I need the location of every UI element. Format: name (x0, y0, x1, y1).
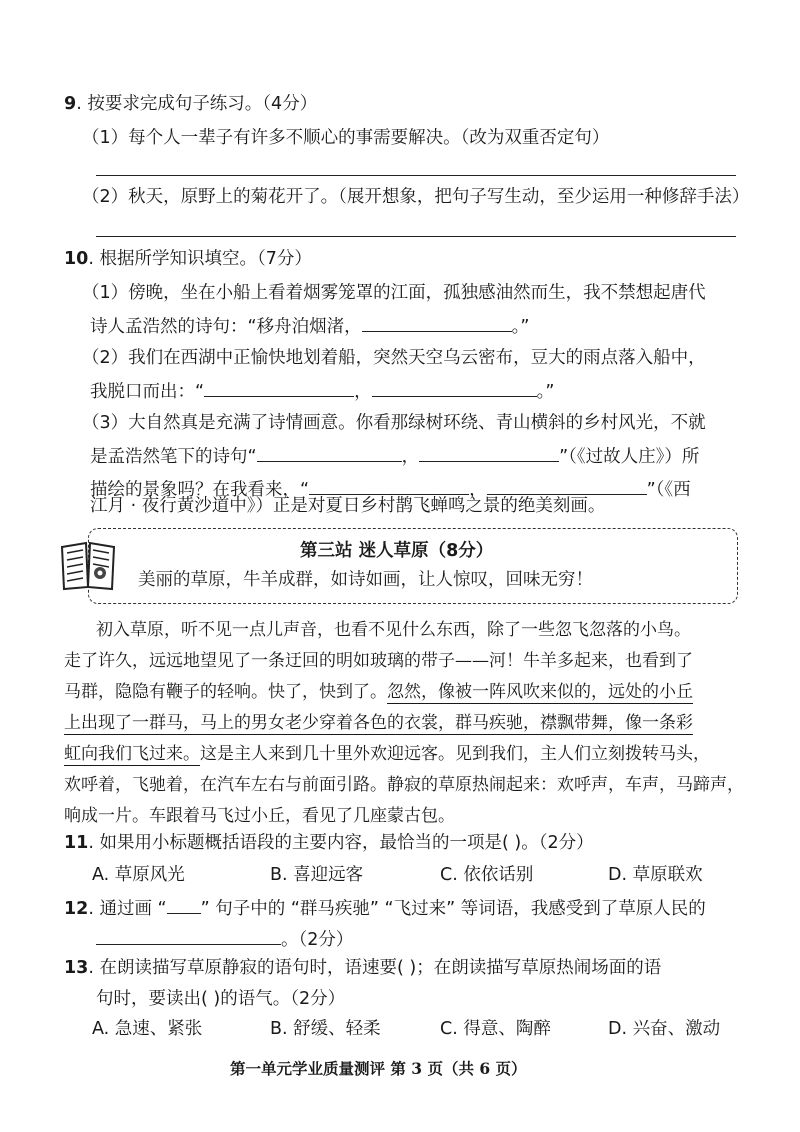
passage-line-3a: 马群，隐隐有鞭子的轻响。快了，快到了。 (64, 682, 387, 702)
q10-s3-line1: （3）大自然真是充满了诗情画意。你看那绿树环绕、青山横斜的乡村风光，不就 (82, 413, 706, 433)
q9-sub2: （2）秋天，原野上的菊花开了。（展开想象，把句子写生动，至少运用一种修辞手法） (82, 187, 750, 207)
passage-line-5b: 这是主人来到几十里外欢迎远客。见到我们，主人们立刻拨转马头， (200, 744, 710, 764)
q10-s3-source-2: ”（《西 (646, 480, 691, 500)
passage-line-5 (64, 742, 710, 766)
passage-line-3 (64, 680, 693, 704)
q10-number: 10 (64, 249, 89, 269)
q9-title-text: . 按要求完成句子练习。（4分） (76, 94, 318, 114)
q11-text (64, 831, 594, 855)
q10-blank-6[interactable] (309, 476, 469, 495)
q9-number: 9 (64, 94, 77, 114)
q10-s3-source: ”（《过故人庄》）所 (559, 447, 700, 467)
q10-blank-4[interactable] (257, 443, 402, 462)
q11-option-b[interactable]: B. 喜迎远客 (270, 865, 364, 885)
q13-option-b[interactable]: B. 舒缓、轻柔 (270, 1019, 381, 1039)
q10-s3-line2 (90, 443, 699, 469)
q10-title-text: . 根据所学知识填空。（7分） (88, 249, 312, 269)
q10-s3-line4: 江月 · 夜行黄沙道中》）正是对夏日乡村鹊飞蝉鸣之景的绝美刻画。 (90, 496, 606, 516)
q13-line-1 (64, 956, 661, 980)
q9-title (64, 92, 317, 116)
q10-s3-comma-2: ， (469, 480, 487, 500)
q11-option-d[interactable]: D. 草原联欢 (608, 865, 703, 885)
q12-line-2 (96, 926, 353, 952)
q9-answer-line-1[interactable] (96, 175, 736, 176)
q10-blank-7[interactable] (487, 476, 647, 495)
q13-option-c[interactable]: C. 得意、陶醉 (440, 1019, 551, 1039)
q11-number: 11 (64, 833, 89, 853)
q10-title (64, 247, 312, 271)
q10-s2-line1: （2）我们在西湖中正愉快地划着船，突然天空乌云密布，豆大的雨点落入船中， (82, 348, 706, 368)
q10-blank-2[interactable] (204, 378, 354, 397)
q12-text-a: . 通过画 “ (88, 899, 167, 919)
underlined-sentence-part-3: 虹向我们飞过来。 (64, 744, 200, 764)
q13-text-1: . 在朗读描写草原静寂的语句时，语速要( )；在朗读描写草原热闹场面的语 (88, 958, 662, 978)
passage-line-2: 走了许久，远远地望见了一条迂回的明如玻璃的带子——河！牛羊多起来，也看到了 (64, 651, 693, 671)
station-title: 第三站 迷人草原（8分） (300, 541, 494, 561)
passage-line-7: 响成一片。车跟着马飞过小丘，看见了几座蒙古包。 (64, 806, 455, 826)
q10-s1-end: 。” (511, 317, 530, 337)
q12-text-b: ” 句子中的 “群马疾驰” “飞过来” 等词语，我感受到了草原人民的 (200, 899, 706, 919)
q10-s3-comma: ， (401, 447, 420, 467)
q13-number: 13 (64, 958, 89, 978)
q10-s2-comma: ， (354, 382, 372, 402)
underlined-sentence-part-2: 上出现了一群马，马上的男女老少穿着各色的衣裳，群马疾驰，襟飘带舞，像一条彩 (64, 713, 693, 733)
passage-line-1: 初入草原，听不见一点儿声音，也看不见什么东西，除了一些忽飞忽落的小鸟。 (96, 620, 691, 640)
q13-option-a[interactable]: A. 急速、紧张 (92, 1019, 203, 1039)
q10-blank-3[interactable] (372, 378, 537, 397)
q10-s1-line2 (90, 313, 529, 339)
q9-sub1: （1）每个人一辈子有许多不顺心的事需要解决。（改为双重否定句） (82, 128, 610, 148)
q10-s2-end: 。” (536, 382, 555, 402)
q12-blank-1[interactable] (167, 895, 201, 914)
q10-blank-5[interactable] (419, 443, 559, 462)
q11-option-a[interactable]: A. 草原风光 (92, 865, 185, 885)
q10-s1-line1: （1）傍晚，坐在小船上看着烟雾笼罩的江面，孤独感油然而生，我不禁想起唐代 (82, 283, 706, 303)
q10-s2-text: 我脱口而出：“ (90, 382, 205, 402)
q10-s1-text: 诗人孟浩然的诗句：“移舟泊烟渚， (90, 317, 362, 337)
q10-s3-text-2: 描绘的景象吗？在我看来，“ (90, 480, 310, 500)
open-book-icon (56, 537, 120, 593)
q10-s2-line2 (90, 378, 554, 404)
q12-text-c: 。（2分） (281, 930, 354, 950)
station-subtitle: 美丽的草原，牛羊成群，如诗如画，让人惊叹，回味无穷！ (138, 570, 593, 590)
q9-answer-line-2[interactable] (96, 236, 736, 237)
q10-s3-text: 是孟浩然笔下的诗句“ (90, 447, 257, 467)
q12-blank-2[interactable] (96, 926, 281, 945)
q13-option-d[interactable]: D. 兴奋、激动 (608, 1019, 721, 1039)
page-footer: 第一单元学业质量测评 第 3 页（共 6 页） (230, 1059, 527, 1078)
passage-line-6: 欢呼着，飞驰着，在汽车左右与前面引路。静寂的草原热闹起来：欢呼声，车声，马蹄声， (64, 775, 744, 795)
q10-blank-1[interactable] (362, 313, 512, 332)
q13-line-2: 句时，要读出( )的语气。（2分） (96, 989, 346, 1009)
q11-option-c[interactable]: C. 依依话别 (440, 865, 534, 885)
q12-number: 12 (64, 899, 89, 919)
underlined-sentence-part-1: 忽然，像被一阵风吹来似的，远处的小丘 (387, 682, 693, 702)
q12-text (64, 895, 706, 921)
q11-question: . 如果用小标题概括语段的主要内容，最恰当的一项是( )。（2分） (88, 833, 594, 853)
